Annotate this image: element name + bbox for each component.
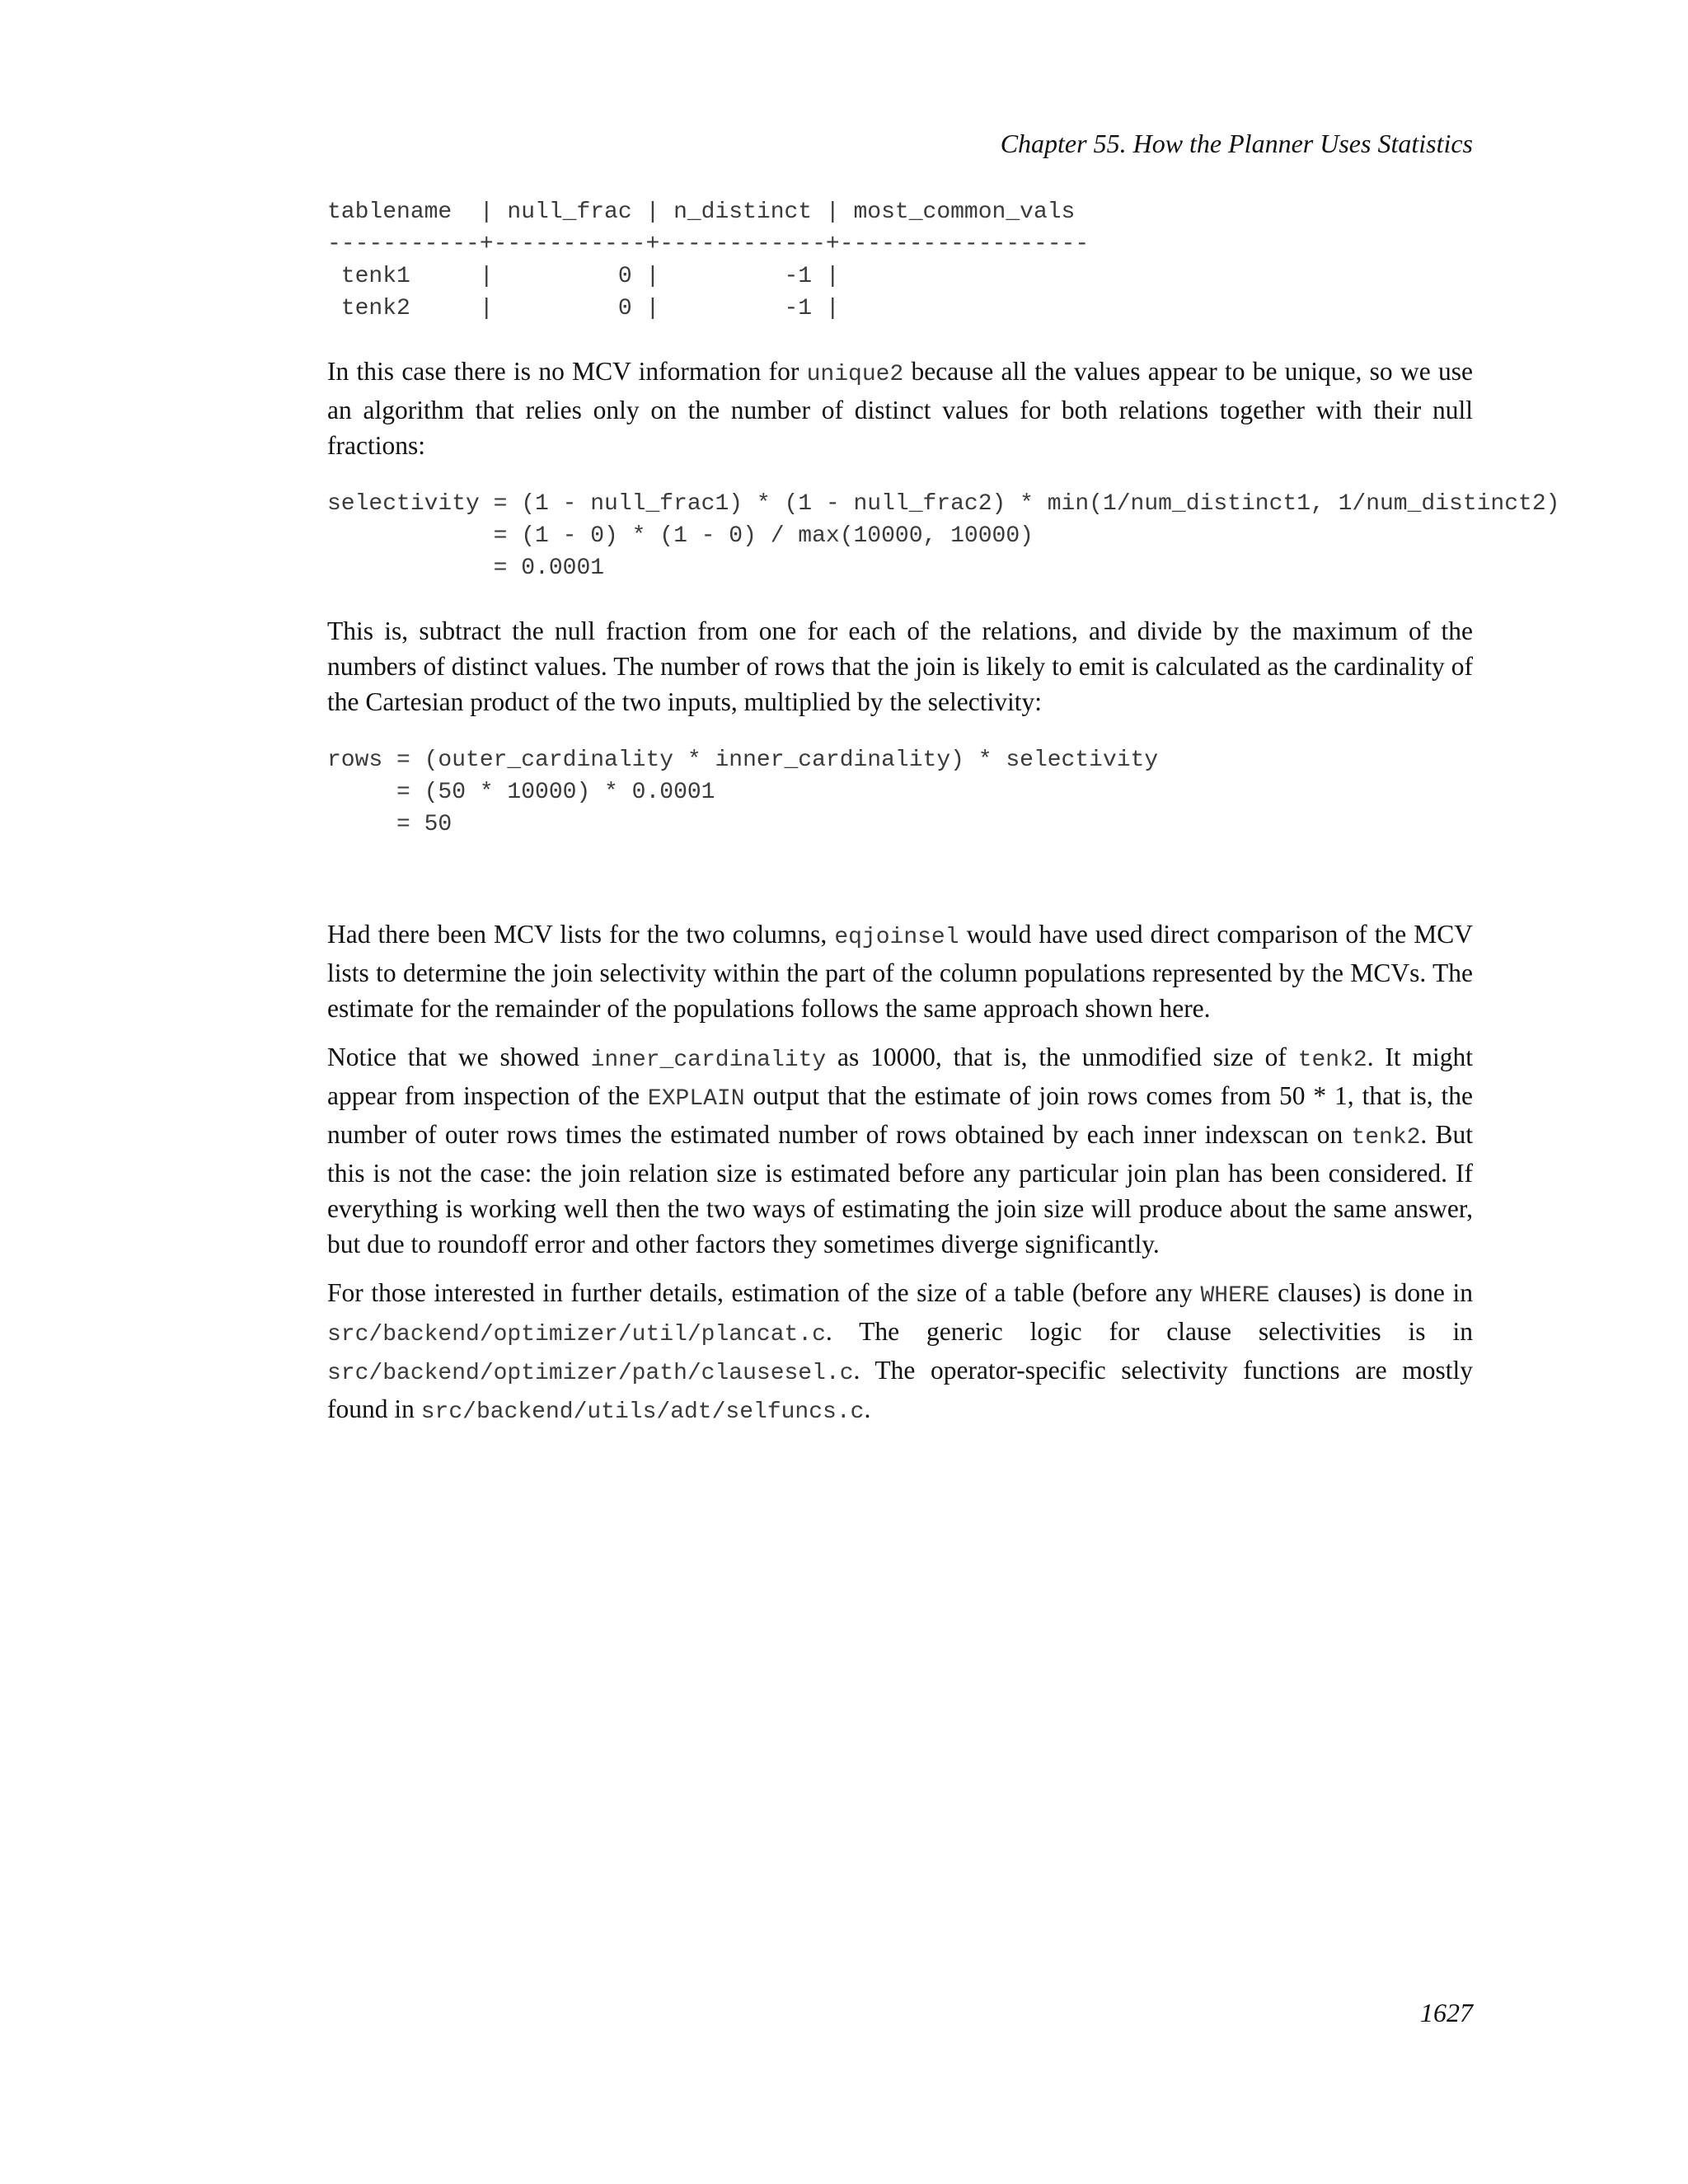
inline-code: tenk2 (1351, 1125, 1421, 1151)
inline-code: inner_cardinality (590, 1047, 827, 1073)
inline-code: WHERE (1200, 1283, 1270, 1309)
rows-formula (327, 744, 1473, 841)
paragraph-null-fraction: This is, subtract the null fraction from one for each of the relations, and divide by the maximum of the numbers of distinct values. The number of rows that the join is likely to emit is calculated as the cardinality of the Cartesian product of the two inputs, multiplied by the selectivity: (327, 616, 1473, 716)
paragraph-mcv-lists: Had there been MCV lists for the two columns, eqjoinsel would have used direct comparison of the MCV lists to determine the join selectivity within the part of the column populations represented by the MCVs. The estimate for the remainder of the populations follows the same approach shown here. (327, 920, 1473, 1023)
code-line: = (1 - 0) * (1 - 0) / max(10000, 10000) (327, 523, 1034, 549)
file-path: src/backend/optimizer/util/plancat.c (327, 1322, 826, 1347)
code-line: tenk2 | 0 | -1 | (327, 296, 840, 321)
inline-code: unique2 (806, 362, 904, 387)
inline-code: tenk2 (1297, 1047, 1367, 1073)
file-path: src/backend/utils/adt/selfuncs.c (420, 1399, 865, 1425)
page-content (327, 196, 1560, 1430)
chapter-header: Chapter 55. How the Planner Uses Statistics (1000, 129, 1473, 158)
code-line: = (50 * 10000) * 0.0001 (327, 780, 715, 805)
code-line: tenk1 | 0 | -1 | (327, 264, 840, 289)
code-line: = 0.0001 (327, 555, 605, 581)
paragraph-no-mcv: In this case there is no MCV information for unique2 because all the values appear to be unique, so we use an algorithm that relies only on the number of distinct values for both relations together with their null fractions: (327, 357, 1473, 460)
code-line: tablename | null_frac | n_distinct | most_common_vals (327, 199, 1076, 225)
statistics-table-output (327, 196, 1473, 325)
code-line: -----------+-----------+------------+------------------ (327, 232, 1090, 257)
paragraph-inner-cardinality: Notice that we showed inner_cardinality as 10000, that is, the unmodified size of tenk2. It might appear from inspection of the EXPLAIN output that the estimate of join rows comes from 50 * 1, that is, the number of outer rows times the estimated number of rows obtained by each inner indexscan on tenk2. But this is not the case: the join relation size is estimated before any particular join plan has been considered. If everything is working well then the two ways of estimating the join size will produce about the same answer, but due to roundoff error and other factors they sometimes diverge significantly. (327, 1043, 1474, 1258)
code-line: selectivity = (1 - null_frac1) * (1 - null_frac2) * min(1/num_distinct1, 1/num_distinct2) (327, 491, 1560, 517)
code-line: rows = (outer_cardinality * inner_cardinality) * selectivity (327, 748, 1159, 773)
code-line: = 50 (327, 812, 452, 837)
inline-code: EXPLAIN (647, 1086, 745, 1112)
file-path: src/backend/optimizer/path/clausesel.c (327, 1361, 854, 1386)
paragraph-further-details: For those interested in further details, estimation of the size of a table (before any WHERE clauses) is done in src/backend/optimizer/util/plancat.c. The generic logic for clause selectivities is in src/backend/optimizer/path/clausesel.c. The operator-specific selectivity functions are mostly found in src/backend/utils/adt/selfuncs.c. (327, 1278, 1473, 1425)
selectivity-formula (327, 488, 1560, 584)
page-number: 1627 (1420, 1998, 1473, 2027)
inline-code: eqjoinsel (834, 925, 959, 950)
